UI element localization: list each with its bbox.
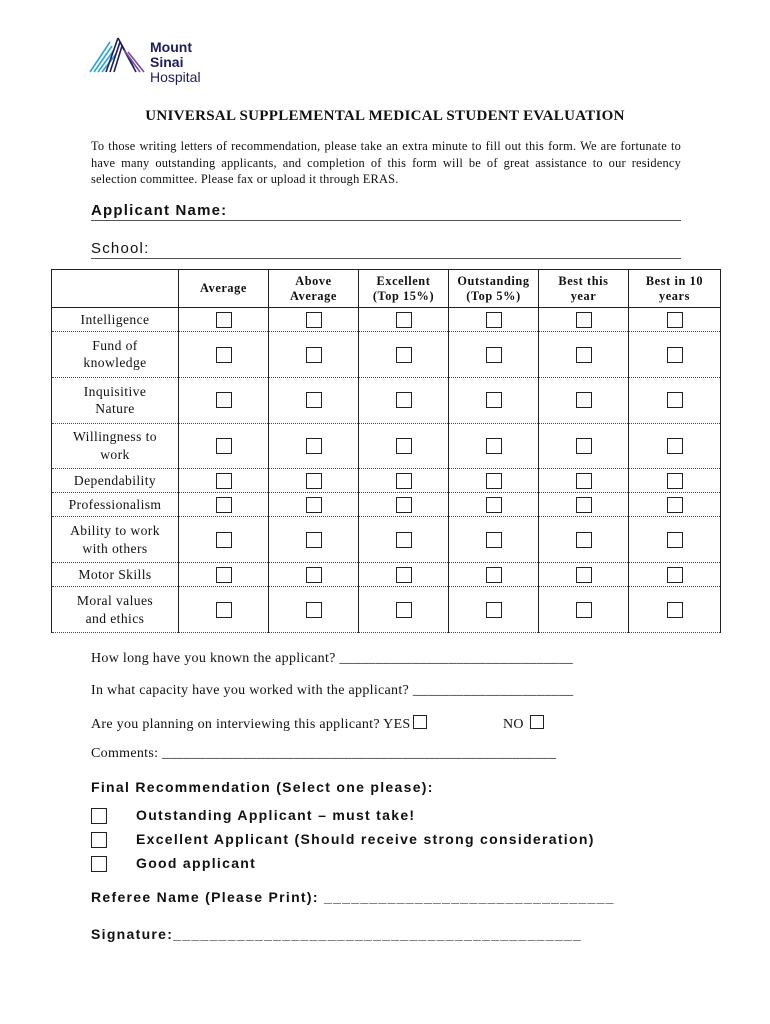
rating-checkbox[interactable] — [576, 438, 592, 454]
school-field[interactable] — [91, 238, 681, 259]
mount-sinai-mark-icon — [88, 34, 148, 74]
recommendation-option — [91, 807, 691, 827]
rating-checkbox[interactable] — [396, 438, 412, 454]
interview-question — [91, 715, 524, 733]
rating-checkbox[interactable] — [486, 567, 502, 583]
rating-checkbox[interactable] — [667, 497, 683, 513]
applicant-name-field[interactable] — [91, 200, 681, 221]
rating-checkbox[interactable] — [396, 567, 412, 583]
rating-checkbox[interactable] — [667, 532, 683, 548]
rating-checkbox[interactable] — [396, 347, 412, 363]
rating-checkbox[interactable] — [216, 312, 232, 328]
rating-checkbox[interactable] — [486, 602, 502, 618]
rating-checkbox[interactable] — [486, 497, 502, 513]
rating-checkbox[interactable] — [667, 392, 683, 408]
table-header-row — [52, 270, 721, 308]
column-header: Average — [179, 270, 269, 308]
rating-checkbox[interactable] — [216, 473, 232, 489]
excellent-label: Excellent Applicant (Should receive strong consideration) — [136, 831, 595, 847]
recommendation-option — [91, 855, 691, 875]
comments-field[interactable]: Comments: ______________________________________________________ — [91, 746, 557, 761]
logo-line-3: Hospital — [150, 69, 201, 85]
rating-checkbox[interactable] — [396, 532, 412, 548]
table-row — [52, 423, 721, 469]
rating-checkbox[interactable] — [667, 567, 683, 583]
criterion-label: Motor Skills — [52, 563, 179, 587]
table-row — [52, 493, 721, 517]
rating-checkbox[interactable] — [306, 312, 322, 328]
final-recommendation-heading: Final Recommendation (Select one please): — [91, 779, 434, 795]
rating-checkbox[interactable] — [486, 438, 502, 454]
interview-question-text: Are you planning on interviewing this applicant? — [91, 717, 380, 732]
rating-checkbox[interactable] — [216, 567, 232, 583]
rating-checkbox[interactable] — [306, 473, 322, 489]
rating-checkbox[interactable] — [306, 532, 322, 548]
rating-checkbox[interactable] — [216, 438, 232, 454]
school-label: School: — [91, 240, 150, 257]
criterion-label: Intelligence — [52, 308, 179, 332]
criterion-label: Inquisitive Nature — [52, 377, 179, 423]
table-row — [52, 587, 721, 633]
column-header: Excellent (Top 15%) — [359, 270, 449, 308]
rating-checkbox[interactable] — [576, 567, 592, 583]
signature-field[interactable]: Signature:_____________________________________________ — [91, 926, 583, 942]
criterion-label: Willingness to work — [52, 423, 179, 469]
rating-checkbox[interactable] — [216, 347, 232, 363]
rating-checkbox[interactable] — [306, 567, 322, 583]
rating-checkbox[interactable] — [486, 347, 502, 363]
criterion-label: Dependability — [52, 469, 179, 493]
rating-checkbox[interactable] — [306, 497, 322, 513]
criterion-label: Moral values and ethics — [52, 587, 179, 633]
criterion-label: Fund of knowledge — [52, 332, 179, 378]
rating-checkbox[interactable] — [667, 602, 683, 618]
logo-wordmark — [150, 40, 201, 85]
rating-checkbox[interactable] — [576, 473, 592, 489]
criterion-label: Professionalism — [52, 493, 179, 517]
no-option — [503, 715, 544, 733]
known-duration-question[interactable]: How long have you known the applicant? ________________________________ — [91, 651, 574, 666]
rating-checkbox[interactable] — [396, 602, 412, 618]
rating-checkbox[interactable] — [396, 497, 412, 513]
table-row — [52, 377, 721, 423]
rating-checkbox[interactable] — [396, 312, 412, 328]
table-row — [52, 517, 721, 563]
rating-checkbox[interactable] — [486, 312, 502, 328]
criteria-header — [52, 270, 179, 308]
applicant-name-label: Applicant Name: — [91, 202, 228, 219]
column-header: Outstanding (Top 5%) — [449, 270, 539, 308]
rating-checkbox[interactable] — [486, 392, 502, 408]
rating-checkbox[interactable] — [576, 312, 592, 328]
recommendation-option — [91, 831, 691, 851]
rating-checkbox[interactable] — [216, 392, 232, 408]
rating-checkbox[interactable] — [576, 392, 592, 408]
rating-checkbox[interactable] — [306, 438, 322, 454]
rating-checkbox[interactable] — [306, 602, 322, 618]
table-row — [52, 469, 721, 493]
rating-checkbox[interactable] — [667, 473, 683, 489]
referee-name-field[interactable]: Referee Name (Please Print): ________________________________ — [91, 889, 615, 905]
intro-paragraph: To those writing letters of recommendation, please take an extra minute to fill out this form. We are fortunate to have many outstanding applicants, and completion of this form will be of great assistance to our residency selection committee. Please fax or upload it through ERAS. — [91, 139, 681, 186]
rating-checkbox[interactable] — [667, 312, 683, 328]
rating-checkbox[interactable] — [576, 347, 592, 363]
rating-checkbox[interactable] — [576, 602, 592, 618]
rating-checkbox[interactable] — [486, 532, 502, 548]
excellent-checkbox[interactable] — [91, 832, 107, 848]
rating-checkbox[interactable] — [667, 438, 683, 454]
no-label: NO — [503, 717, 524, 732]
rating-checkbox[interactable] — [216, 497, 232, 513]
good-checkbox[interactable] — [91, 856, 107, 872]
criterion-label: Ability to work with others — [52, 517, 179, 563]
good-label: Good applicant — [136, 855, 257, 871]
rating-checkbox[interactable] — [486, 473, 502, 489]
logo-line-2: Sinai — [150, 54, 184, 70]
table-row — [52, 563, 721, 587]
no-checkbox[interactable] — [530, 715, 544, 729]
outstanding-checkbox[interactable] — [91, 808, 107, 824]
table-row — [52, 308, 721, 332]
outstanding-label: Outstanding Applicant – must take! — [136, 807, 416, 823]
column-header: Above Average — [269, 270, 359, 308]
rating-checkbox[interactable] — [576, 497, 592, 513]
rating-checkbox[interactable] — [306, 347, 322, 363]
column-header: Best in 10 years — [629, 270, 721, 308]
table-row — [52, 332, 721, 378]
rating-checkbox[interactable] — [216, 602, 232, 618]
rating-checkbox[interactable] — [396, 392, 412, 408]
rating-checkbox[interactable] — [667, 347, 683, 363]
page-title: UNIVERSAL SUPPLEMENTAL MEDICAL STUDENT EVALUATION — [145, 108, 625, 124]
rating-checkbox[interactable] — [216, 532, 232, 548]
work-capacity-question[interactable]: In what capacity have you worked with the applicant? ______________________ — [91, 683, 574, 698]
rating-checkbox[interactable] — [396, 473, 412, 489]
column-header: Best this year — [539, 270, 629, 308]
logo-line-1: Mount — [150, 39, 192, 55]
yes-label: YES — [383, 717, 411, 732]
yes-checkbox[interactable] — [413, 715, 427, 729]
mount-sinai-logo — [88, 34, 218, 90]
rating-checkbox[interactable] — [576, 532, 592, 548]
evaluation-table — [51, 269, 721, 633]
rating-checkbox[interactable] — [306, 392, 322, 408]
